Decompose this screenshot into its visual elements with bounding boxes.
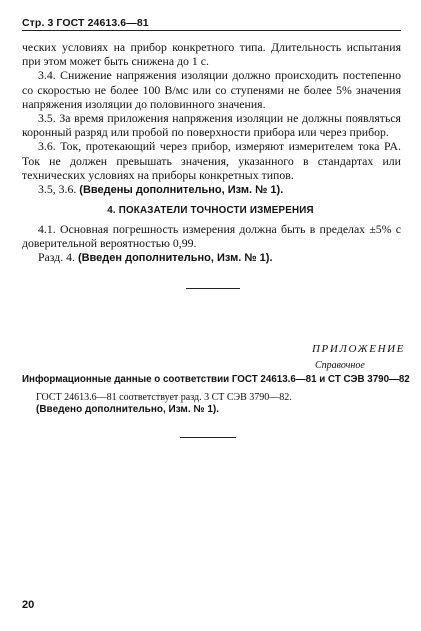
info-heading: Информационные данные о соответствии ГОСТ 24613.6—81 и СТ СЭВ 3790—82 [22, 374, 410, 385]
paragraph-3-5: 3.5. За время приложения напряжения изоляции не должны появляться коронный разряд или пробой по поверхности прибора или через прибор. [22, 111, 401, 140]
info-line-1: ГОСТ 24613.6—81 соответствует разд. 3 СТ СЭВ 3790—82. [36, 392, 292, 403]
amendment-text-4: (Введен дополнительно, Изм. № 1). [77, 252, 273, 265]
paragraph-3-6: 3.6. Ток, протекающий через прибор, измеряют измерителем тока PA. Ток не должен превышать значения, указанного в стандартах или технических условиях на приборы конкретных типов. [22, 139, 401, 182]
amendment-note-4 [22, 250, 401, 265]
page-header: Стр. 3 ГОСТ 24613.6—81 [22, 17, 149, 29]
amendment-ref-3: 3.5, 3.6. [38, 182, 77, 197]
section-4-title: 4. ПОКАЗАТЕЛИ ТОЧНОСТИ ИЗМЕРЕНИЯ [107, 205, 314, 216]
paragraph-3-3-continued: ческих условиях на прибор конкретного типа. Длительность испытания при этом может быть снижена до 1 с. [22, 40, 401, 69]
paragraph-3-4: 3.4. Снижение напряжения изоляции должно происходить постепенно со скоростью не более 100 В/мс или со ступенями не более 5% значения напряжения изоляции до половинного значения. [22, 68, 401, 111]
page-number: 20 [22, 599, 35, 611]
amendment-text-3: (Введены дополнительно, Изм. № 1). [79, 184, 284, 197]
section-3-text [22, 40, 401, 197]
appendix-title: ПРИЛОЖЕНИЕ [312, 343, 405, 355]
amendment-note-3 [22, 182, 401, 197]
separator-rule-1 [186, 288, 240, 289]
header-rule [22, 30, 401, 31]
appendix-subtitle: Справочное [315, 360, 365, 371]
paragraph-4-1: 4.1. Основная погрешность измерения должна быть в пределах ±5% с доверительной вероятностью 0,99. [22, 222, 401, 251]
separator-rule-2 [180, 437, 236, 438]
info-line-2: (Введено дополнительно, Изм. № 1). [36, 404, 219, 415]
info-body [22, 392, 401, 416]
section-4-text [22, 222, 401, 266]
amendment-ref-4: Разд. 4. [38, 250, 75, 265]
